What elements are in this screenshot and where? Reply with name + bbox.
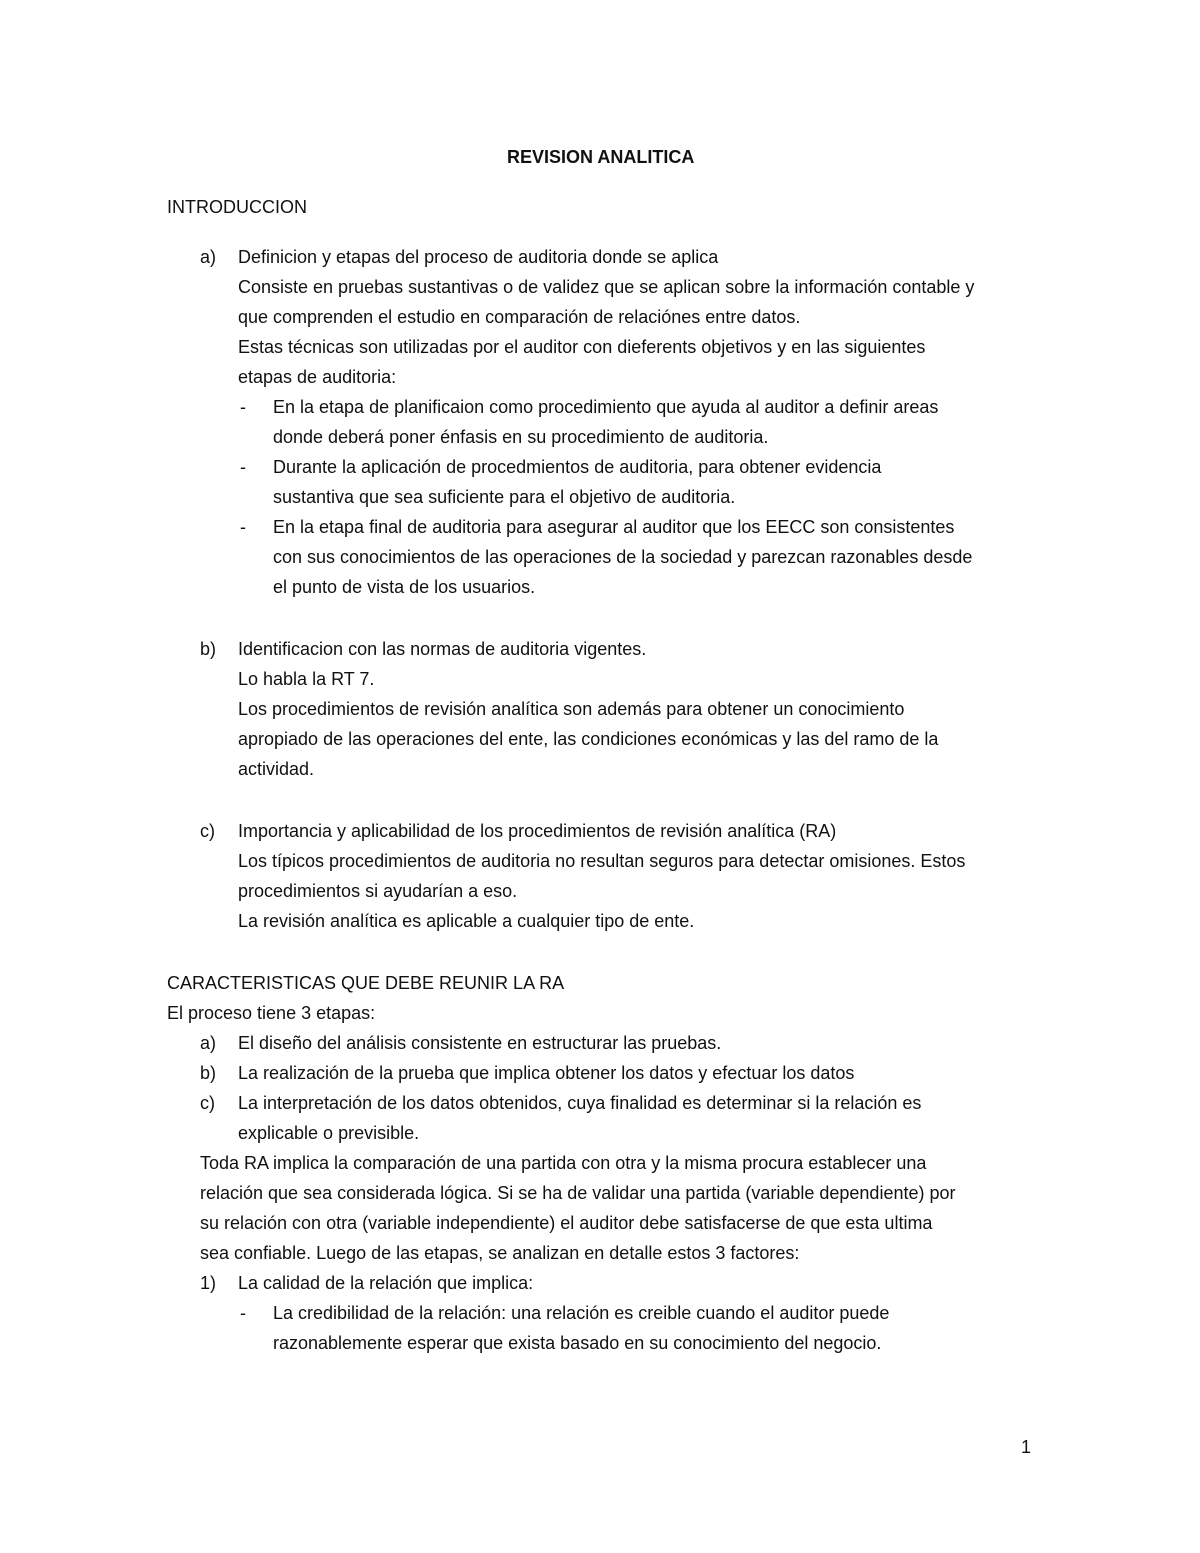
item-c-line: procedimientos si ayudarían a eso. [238, 881, 518, 901]
bullet-line: En la etapa final de auditoria para asegurar al auditor que los EECC son consistentes [273, 517, 955, 537]
list-marker-a: a) [200, 247, 217, 267]
bullet-line: con sus conocimientos de las operaciones de la sociedad y parezcan razonables desde [273, 547, 973, 567]
item-b-line: actividad. [238, 759, 315, 779]
page-title: REVISION ANALITICA [507, 147, 695, 167]
bullet-line: donde deberá poner énfasis en su procedimiento de auditoria. [273, 427, 769, 447]
bullet-line: sustantiva que sea suficiente para el objetivo de auditoria. [273, 487, 736, 507]
page-number: 1 [1021, 1437, 1032, 1457]
bullet-line: el punto de vista de los usuarios. [273, 577, 536, 597]
paragraph-line: relación que sea considerada lógica. Si se ha de validar una partida (variable dependiente) por [200, 1183, 956, 1203]
stage-line: La interpretación de los datos obtenidos, cuya finalidad es determinar si la relación es [238, 1093, 922, 1113]
item-a-line: Estas técnicas son utilizadas por el auditor con dieferents objetivos y en las siguientes [238, 337, 926, 357]
item-b-heading: Identificacion con las normas de auditoria vigentes. [238, 639, 647, 659]
stage-line: El diseño del análisis consistente en estructurar las pruebas. [238, 1033, 722, 1053]
bullet-marker: - [240, 457, 246, 477]
paragraph-line: Toda RA implica la comparación de una partida con otra y la misma procura establecer una [200, 1153, 927, 1173]
stage-line: La realización de la prueba que implica obtener los datos y efectuar los datos [238, 1063, 855, 1083]
bullet-marker: - [240, 517, 246, 537]
bullet-line: La credibilidad de la relación: una relación es creible cuando el auditor puede [273, 1303, 890, 1323]
item-b-line: Lo habla la RT 7. [238, 669, 375, 689]
item-c-line: La revisión analítica es aplicable a cualquier tipo de ente. [238, 911, 695, 931]
item-c-heading: Importancia y aplicabilidad de los procedimientos de revisión analítica (RA) [238, 821, 837, 841]
list-marker-b: b) [200, 1063, 217, 1083]
section-heading-caracteristicas: CARACTERISTICAS QUE DEBE REUNIR LA RA [167, 973, 565, 993]
bullet-line: Durante la aplicación de procedmientos de auditoria, para obtener evidencia [273, 457, 882, 477]
item-a-line: Consiste en pruebas sustantivas o de validez que se aplican sobre la información contable y [238, 277, 975, 297]
bullet-marker: - [240, 1303, 246, 1323]
paragraph-line: su relación con otra (variable independiente) el auditor debe satisfacerse de que esta ultima [200, 1213, 933, 1233]
item-b-line: Los procedimientos de revisión analítica son además para obtener un conocimiento [238, 699, 905, 719]
item-a-line: etapas de auditoria: [238, 367, 397, 387]
bullet-line: razonablemente esperar que exista basado en su conocimiento del negocio. [273, 1333, 882, 1353]
list-marker-c: c) [200, 821, 215, 841]
item-a-heading: Definicion y etapas del proceso de auditoria donde se aplica [238, 247, 719, 267]
list-marker-b: b) [200, 639, 217, 659]
section-heading-introduccion: INTRODUCCION [167, 197, 307, 217]
section-intro: El proceso tiene 3 etapas: [167, 1003, 376, 1023]
factor-heading: La calidad de la relación que implica: [238, 1273, 534, 1293]
item-b-line: apropiado de las operaciones del ente, las condiciones económicas y las del ramo de la [238, 729, 939, 749]
list-marker-c: c) [200, 1093, 215, 1113]
bullet-marker: - [240, 397, 246, 417]
item-a-line: que comprenden el estudio en comparación de relaciónes entre datos. [238, 307, 801, 327]
stage-line: explicable o previsible. [238, 1123, 420, 1143]
paragraph-line: sea confiable. Luego de las etapas, se analizan en detalle estos 3 factores: [200, 1243, 800, 1263]
bullet-line: En la etapa de planificaion como procedimiento que ayuda al auditor a definir areas [273, 397, 939, 417]
item-c-line: Los típicos procedimientos de auditoria no resultan seguros para detectar omisiones. Estos [238, 851, 966, 871]
list-marker-a: a) [200, 1033, 217, 1053]
list-marker-1: 1) [200, 1273, 217, 1293]
